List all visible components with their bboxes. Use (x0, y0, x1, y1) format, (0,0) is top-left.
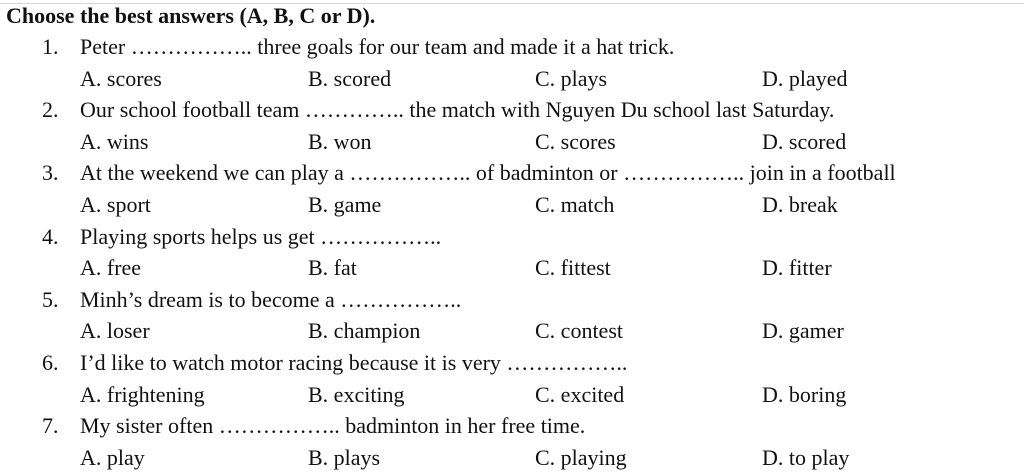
question-line (0, 347, 1024, 379)
question-1 (0, 31, 1024, 94)
question-number: 1. (42, 34, 59, 59)
question-line (0, 157, 1024, 189)
question-4 (0, 221, 1024, 284)
option-a: A. frightening (80, 381, 205, 407)
question-text: Playing sports helps us get …………….. (80, 223, 442, 249)
option-c: C. match (535, 191, 615, 217)
question-number: 7. (42, 413, 59, 439)
option-c: C. scores (535, 128, 616, 154)
option-d: D. played (762, 65, 848, 91)
question-number: 2. (42, 97, 59, 123)
answer-options (0, 315, 1024, 347)
answer-options (0, 189, 1024, 221)
option-b: B. game (308, 191, 382, 217)
question-line (0, 284, 1024, 316)
option-b: B. won (308, 128, 372, 154)
option-d: D. break (762, 191, 838, 217)
question-line (0, 221, 1024, 253)
option-c: C. excited (535, 381, 625, 407)
answer-options (0, 252, 1024, 284)
option-b: B. plays (308, 444, 381, 470)
question-text: At the weekend we can play a …………….. of badminton or …………….. join in a football (80, 160, 896, 186)
question-number: 3. (42, 160, 59, 186)
question-2 (0, 94, 1024, 157)
answer-options (0, 379, 1024, 411)
option-d: D. boring (762, 381, 847, 407)
question-text: Minh’s dream is to become a …………….. (80, 286, 462, 312)
option-a: A. sport (80, 191, 151, 217)
question-number: 4. (42, 223, 59, 249)
option-a: A. loser (80, 318, 150, 344)
question-line (0, 31, 1024, 63)
option-d: D. scored (762, 128, 847, 154)
answer-options (0, 63, 1024, 95)
question-7 (0, 410, 1024, 473)
option-a: A. play (80, 444, 145, 470)
question-list (0, 31, 1024, 473)
question-text: I’d like to watch motor racing because it is very …………….. (80, 349, 628, 375)
option-b: B. fat (308, 255, 357, 281)
question-3 (0, 157, 1024, 220)
question-line (0, 94, 1024, 126)
option-a: A. scores (80, 65, 162, 91)
question-text: Peter …………….. three goals for our team and made it a hat trick. (80, 34, 675, 59)
answer-options (0, 126, 1024, 158)
option-d: D. gamer (762, 318, 844, 344)
question-text: My sister often …………….. badminton in her free time. (80, 413, 586, 439)
question-number: 5. (42, 286, 59, 312)
option-d: D. to play (762, 444, 850, 470)
option-a: A. wins (80, 128, 149, 154)
option-c: C. playing (535, 444, 627, 470)
question-5 (0, 284, 1024, 347)
option-c: C. plays (535, 65, 608, 91)
option-b: B. exciting (308, 381, 405, 407)
option-b: B. champion (308, 318, 421, 344)
answer-options (0, 442, 1024, 474)
option-a: A. free (80, 255, 142, 281)
option-b: B. scored (308, 65, 392, 91)
option-c: C. contest (535, 318, 623, 344)
page-heading: Choose the best answers (A, B, C or D). (6, 3, 376, 28)
question-line (0, 410, 1024, 442)
question-6 (0, 347, 1024, 410)
question-number: 6. (42, 349, 59, 375)
option-c: C. fittest (535, 255, 611, 281)
option-d: D. fitter (762, 255, 832, 281)
question-text: Our school football team ………….. the match with Nguyen Du school last Saturday. (80, 97, 835, 123)
